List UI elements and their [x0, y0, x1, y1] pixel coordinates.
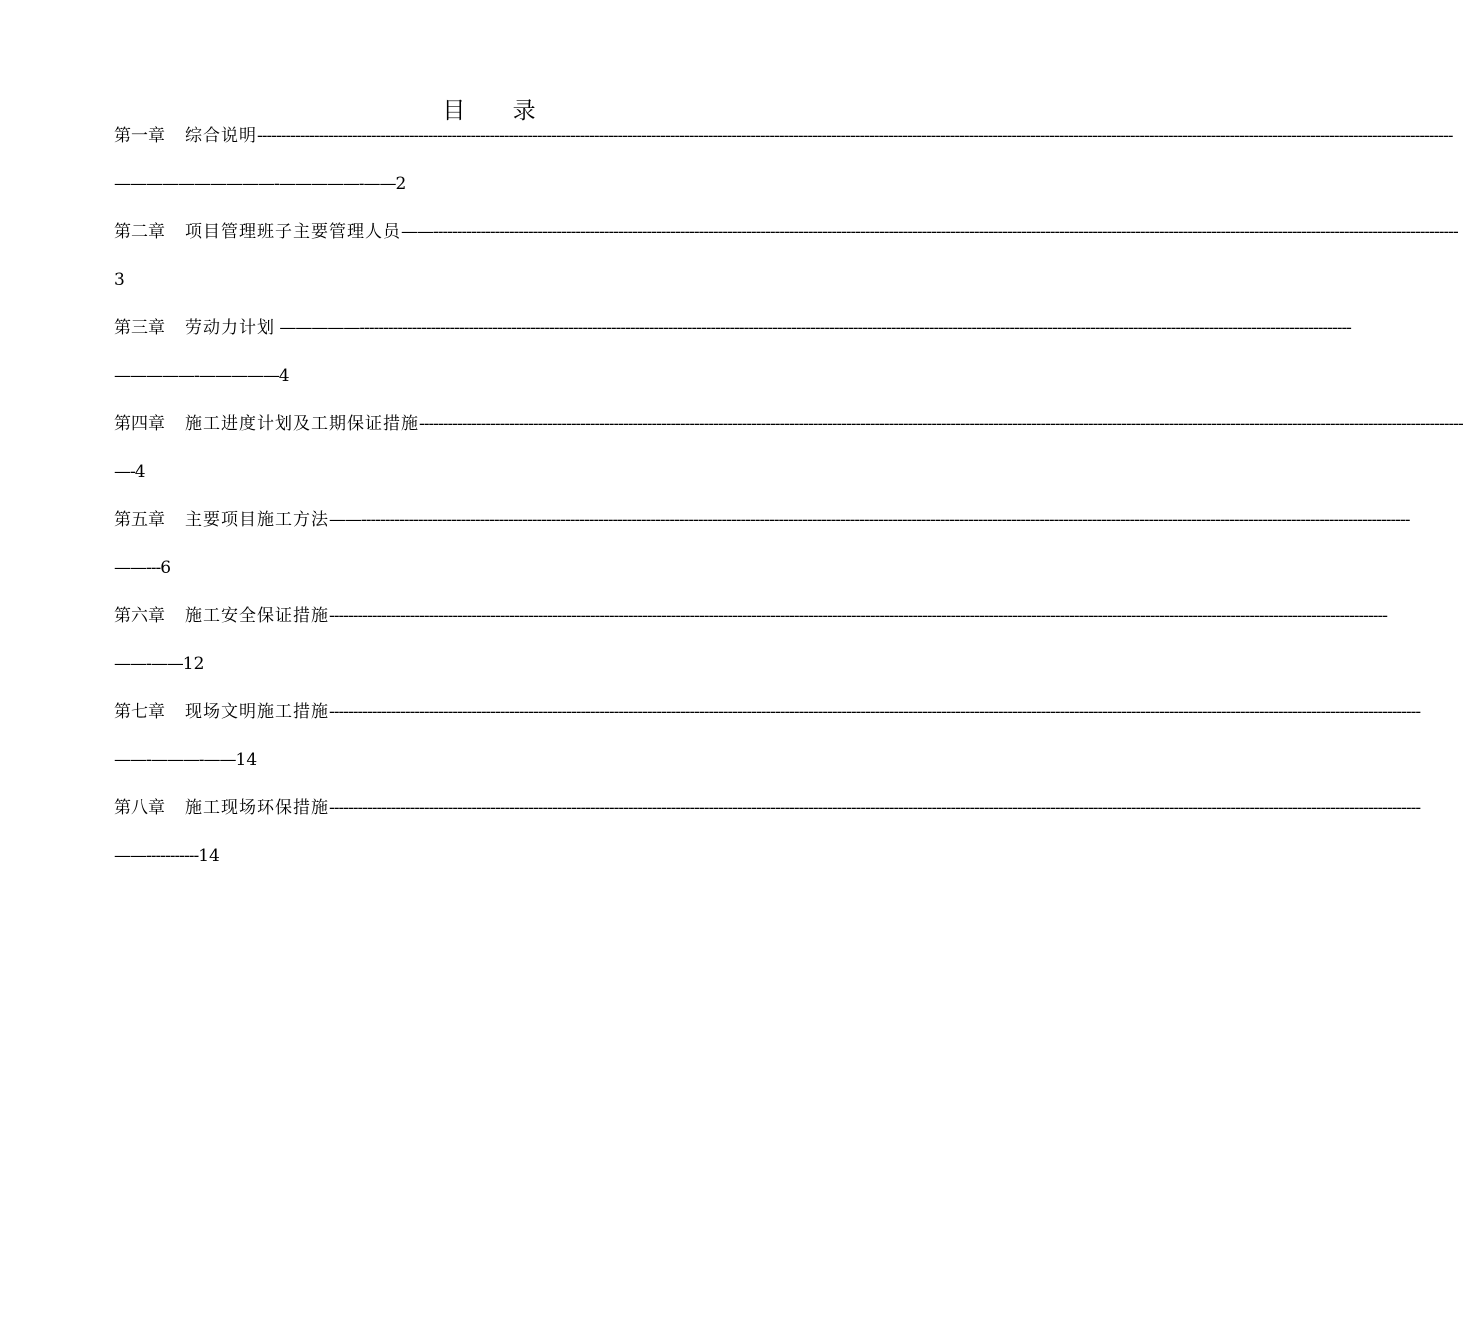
dot-leader: ----------------------------------------------------------------------------------------------------------------------------------------------------------------------------------------------------------------------------: [419, 414, 1463, 434]
chapter-number: 第一章: [114, 126, 165, 146]
dot-leader: --------------------------------------------------------------------------------------------------------------------------------------------------------------------------------------------------------------------------------------: [329, 702, 1421, 722]
chapter-number: 第七章: [114, 702, 165, 722]
toc-entry-continuation: [114, 268, 860, 292]
dot-leader: —————-----------------------------------------------------------------------------------------------------------------------------------------------------------------------------------------------------------------: [275, 318, 1351, 338]
toc-entry-2: [114, 220, 1458, 292]
toc-entry-1: [114, 124, 1453, 196]
toc-entry-6: [114, 604, 1387, 676]
dot-leader: ——-———-——: [114, 750, 236, 770]
toc-entry-continuation: [114, 364, 860, 388]
toc-entry-3: [114, 316, 1351, 388]
page-number: 6: [160, 558, 172, 578]
chapter-title: 项目管理班子主要管理人员: [185, 222, 401, 242]
toc-entry-5: [114, 508, 1410, 580]
toc-entry-line: [114, 604, 1387, 628]
page-number: 12: [182, 654, 205, 674]
toc-entry-8: [114, 796, 1421, 868]
toc-entry-continuation: [114, 748, 860, 772]
chapter-number: 第二章: [114, 222, 165, 242]
page-number: 4: [278, 366, 290, 386]
table-of-contents: [114, 124, 1463, 892]
chapter-title: 施工安全保证措施: [185, 606, 329, 626]
page-number: 14: [235, 750, 258, 770]
chapter-title: 施工进度计划及工期保证措施: [185, 414, 419, 434]
toc-entry-continuation: [114, 652, 860, 676]
chapter-number: 第三章: [114, 318, 165, 338]
page-number: 4: [134, 462, 146, 482]
dot-leader: —————-—————: [114, 366, 279, 386]
toc-entry-continuation: [114, 172, 860, 196]
dot-leader: —-: [114, 462, 135, 482]
chapter-title: 综合说明: [185, 126, 257, 146]
toc-entry-line: [114, 124, 1453, 148]
toc-entry-4: [114, 412, 1463, 484]
chapter-number: 第四章: [114, 414, 165, 434]
chapter-number: 第八章: [114, 798, 165, 818]
toc-entry-line: [114, 796, 1421, 820]
toc-entry-7: [114, 700, 1421, 772]
toc-entry-continuation: [114, 844, 860, 868]
page-number: 14: [198, 846, 220, 866]
dot-leader: ——-----------------------------------------------------------------------------------------------------------------------------------------------------------------------------------------------------------------------------: [329, 510, 1410, 530]
dot-leader: -------------------------------------------------------------------------------------------------------------------------------------------------------------------------------------------------------------------------------: [329, 606, 1387, 626]
chapter-title: 劳动力计划: [185, 318, 275, 338]
toc-entry-line: [114, 316, 1351, 340]
dot-leader: ——-----------: [114, 846, 199, 866]
page-number: 3: [114, 270, 125, 290]
toc-entry-line: [114, 220, 1458, 244]
toc-entry-continuation: [114, 460, 860, 484]
chapter-title: 施工现场环保措施: [185, 798, 329, 818]
toc-entry-continuation: [114, 556, 860, 580]
toc-entry-line: [114, 412, 1463, 436]
toc-title: 目 录: [442, 98, 556, 124]
toc-entry-line: [114, 700, 1421, 724]
toc-entry-line: [114, 508, 1410, 532]
chapter-number: 第五章: [114, 510, 165, 530]
dot-leader: ------------------------------------------------------------------------------------------------------------------------------------------------------------------------------------------------------------------------------------------------------------: [257, 126, 1453, 146]
chapter-title: 主要项目施工方法: [185, 510, 329, 530]
dot-leader: ——————————-—————-——: [114, 174, 396, 194]
chapter-title: 现场文明施工措施: [185, 702, 329, 722]
dot-leader: ——-——: [114, 654, 183, 674]
dot-leader: --------------------------------------------------------------------------------------------------------------------------------------------------------------------------------------------------------------------------------------: [329, 798, 1421, 818]
chapter-number: 第六章: [114, 606, 165, 626]
page-number: 2: [395, 174, 407, 194]
dot-leader: ——------------------------------------------------------------------------------------------------------------------------------------------------------------------------------------------------------------------------: [401, 222, 1458, 242]
dot-leader: ——---: [114, 558, 161, 578]
